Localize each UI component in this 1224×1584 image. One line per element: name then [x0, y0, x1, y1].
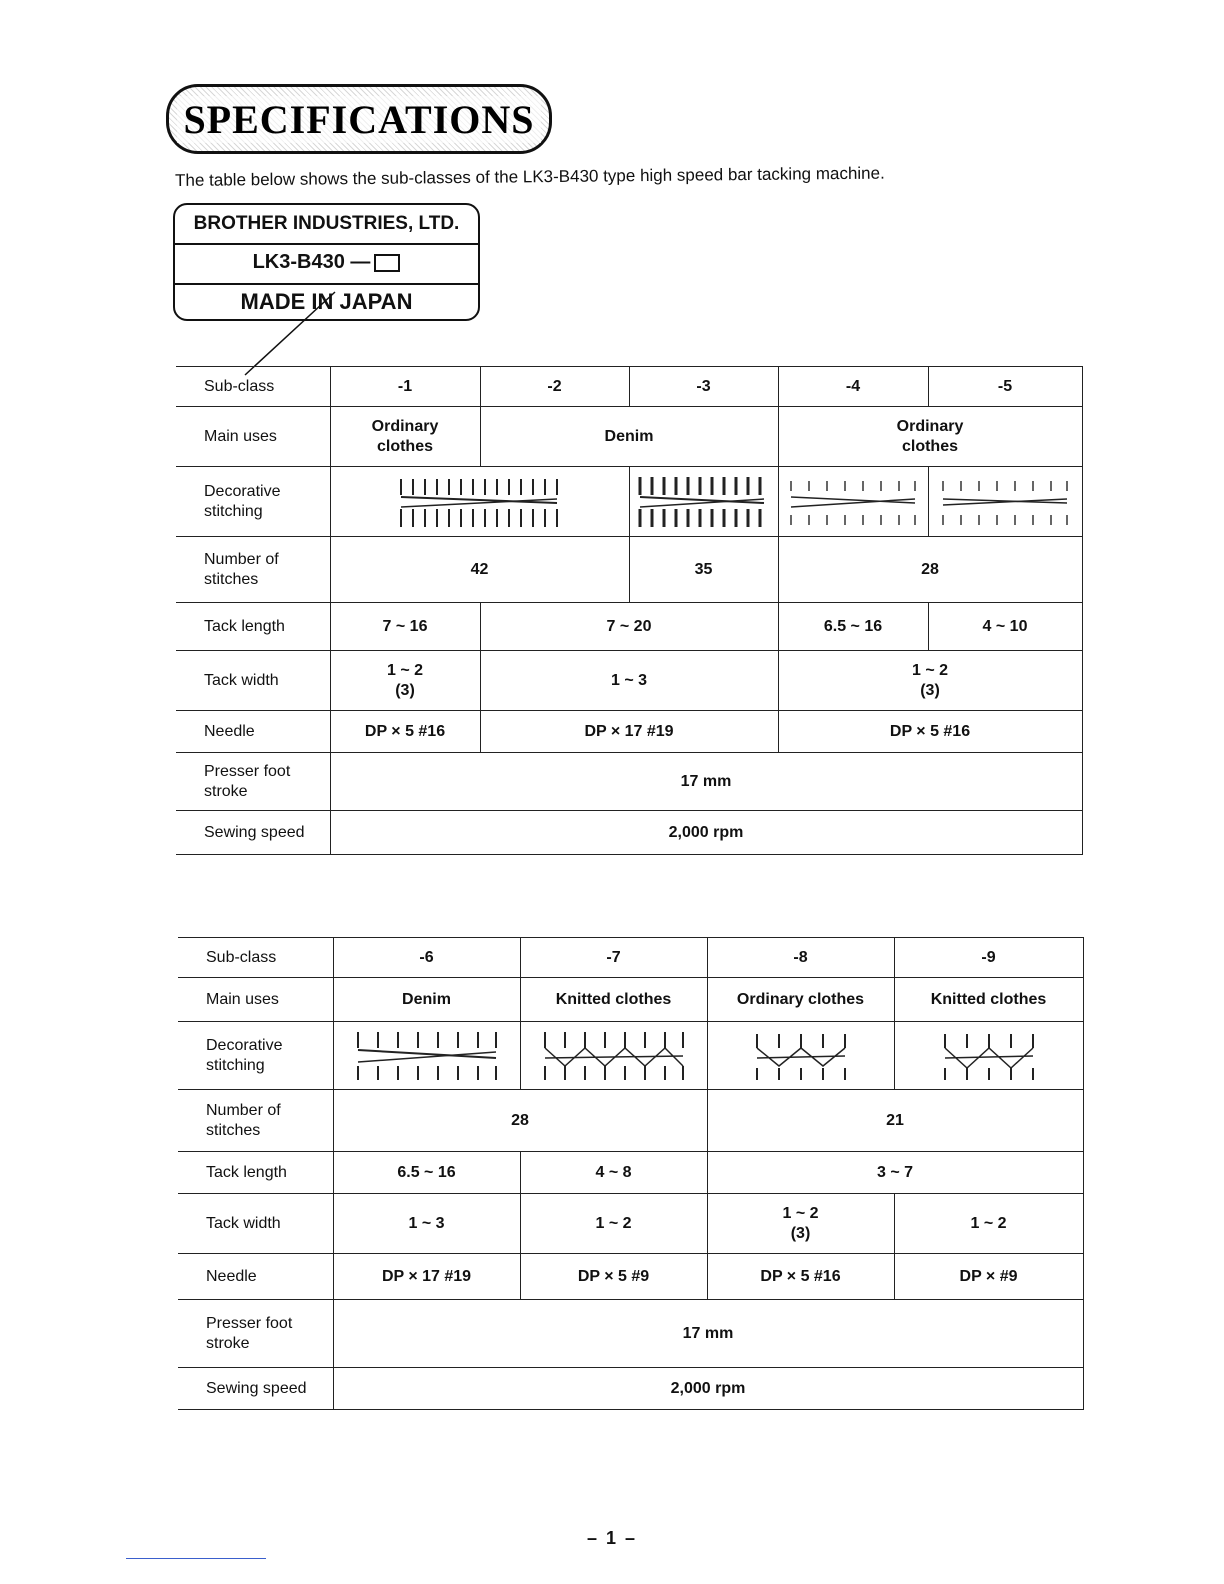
main-use-text: clothes — [376, 437, 433, 455]
row-label-needle: Needle — [178, 1254, 333, 1300]
main-use-cell: Denim — [333, 978, 520, 1022]
needle-cell: DP × 17 #19 — [333, 1254, 520, 1300]
row-label-tack-length: Tack length — [176, 603, 330, 651]
row-label-main-uses: Main uses — [178, 978, 333, 1022]
main-use-text: Ordinary — [896, 418, 964, 436]
stitch-count-cell: 35 — [629, 537, 778, 603]
table-row — [176, 603, 1082, 651]
tack-length-cell: 7 ~ 16 — [330, 603, 480, 651]
row-label-presser-foot-stroke — [176, 753, 330, 811]
tack-width-cell: 1 ~ 3 — [480, 651, 778, 711]
nameplate-divider — [175, 243, 478, 245]
row-label-decorative — [178, 1022, 333, 1090]
needle-cell: DP × 5 #16 — [707, 1254, 894, 1300]
subclass-1: -1 — [330, 367, 480, 407]
subclass-6: -6 — [333, 938, 520, 978]
page-title: SPECIFICATIONS — [177, 96, 540, 143]
main-use-text: Ordinary — [371, 418, 439, 436]
table-row — [178, 938, 1083, 978]
sewing-speed-cell: 2,000 rpm — [333, 1368, 1083, 1410]
table-row — [178, 1368, 1083, 1410]
stitch-pattern-cell — [520, 1022, 707, 1090]
table-row — [178, 1194, 1083, 1254]
table-row — [178, 1022, 1083, 1090]
tack-width-text: (3) — [395, 681, 415, 699]
subclass-3: -3 — [629, 367, 778, 407]
stitch-pattern-cell — [629, 467, 778, 537]
tack-length-cell: 6.5 ~ 16 — [778, 603, 928, 651]
tack-width-text: 1 ~ 2 — [782, 1205, 819, 1223]
tack-length-cell: 7 ~ 20 — [480, 603, 778, 651]
table-row — [178, 1300, 1083, 1368]
stitch-pattern-cell — [928, 467, 1082, 537]
tack-width-cell: 1 ~ 2 — [894, 1194, 1083, 1254]
tack-width-text: (3) — [920, 681, 940, 699]
stitch-pattern-cell — [778, 467, 928, 537]
nameplate-model-row — [175, 251, 478, 274]
label-text: Decorative — [204, 483, 281, 501]
table-row — [176, 537, 1082, 603]
table-row — [178, 1090, 1083, 1152]
row-label-tack-width: Tack width — [178, 1194, 333, 1254]
main-use-cell: Knitted clothes — [894, 978, 1083, 1022]
tack-length-cell: 6.5 ~ 16 — [333, 1152, 520, 1194]
subclass-7: -7 — [520, 938, 707, 978]
table-row — [176, 753, 1082, 811]
stitch-count-cell: 21 — [707, 1090, 1083, 1152]
label-text: Number of — [206, 1102, 281, 1120]
intro-text: The table below shows the sub-classes of the LK3-B430 type high speed bar tacking machine. — [175, 163, 885, 190]
subclass-8: -8 — [707, 938, 894, 978]
label-text: stitches — [206, 1121, 261, 1139]
label-text: Presser foot — [206, 1315, 293, 1333]
label-text: stroke — [206, 1334, 250, 1352]
stitch-pattern-ordinary-icon — [751, 1028, 851, 1084]
spec-table-1 — [176, 366, 1083, 855]
label-text: Decorative — [206, 1037, 283, 1055]
tack-width-cell — [330, 651, 480, 711]
stitch-pattern-cell — [333, 1022, 520, 1090]
subclass-5: -5 — [928, 367, 1082, 407]
label-text: Number of — [204, 551, 279, 569]
table-row — [178, 1152, 1083, 1194]
subclass-9: -9 — [894, 938, 1083, 978]
row-label-number-of-stitches — [176, 537, 330, 603]
subclass-box-icon — [374, 254, 400, 272]
needle-cell: DP × 5 #9 — [520, 1254, 707, 1300]
stitch-pattern-28-icon — [935, 473, 1075, 531]
stitch-pattern-knitted-icon — [539, 1028, 689, 1084]
row-label-needle: Needle — [176, 711, 330, 753]
presser-foot-stroke-cell: 17 mm — [333, 1300, 1083, 1368]
table-row — [176, 651, 1082, 711]
tack-width-text: (3) — [790, 1224, 811, 1242]
nameplate-divider — [175, 283, 478, 285]
tack-width-text: 1 ~ 2 — [911, 662, 949, 680]
footer-rule — [126, 1558, 266, 1559]
label-text: stitching — [206, 1056, 265, 1074]
row-label-sewing-speed: Sewing speed — [176, 811, 330, 855]
nameplate-company: BROTHER INDUSTRIES, LTD. — [193, 213, 460, 234]
needle-cell: DP × #9 — [894, 1254, 1083, 1300]
row-label-tack-width: Tack width — [176, 651, 330, 711]
stitch-pattern-cell — [707, 1022, 894, 1090]
tack-length-cell: 3 ~ 7 — [707, 1152, 1083, 1194]
page-number: – 1 – — [586, 1528, 638, 1548]
label-text: stroke — [204, 782, 248, 800]
row-label-main-uses: Main uses — [176, 407, 330, 467]
row-label-number-of-stitches — [178, 1090, 333, 1152]
table-row — [176, 811, 1082, 855]
main-use-cell: Denim — [480, 407, 778, 467]
row-label-decorative — [176, 467, 330, 537]
needle-cell: DP × 5 #16 — [330, 711, 480, 753]
subclass-2: -2 — [480, 367, 629, 407]
stitch-pattern-35-icon — [634, 473, 774, 531]
tack-width-cell — [707, 1194, 894, 1254]
stitch-count-cell: 28 — [778, 537, 1082, 603]
stitch-count-cell: 28 — [333, 1090, 707, 1152]
tack-width-cell: 1 ~ 2 — [520, 1194, 707, 1254]
subclass-4: -4 — [778, 367, 928, 407]
needle-cell: DP × 17 #19 — [480, 711, 778, 753]
table-row — [176, 367, 1082, 407]
needle-cell: DP × 5 #16 — [778, 711, 1082, 753]
main-use-cell — [778, 407, 1082, 467]
stitch-pattern-cell — [894, 1022, 1083, 1090]
specifications-title-badge — [166, 84, 552, 154]
nameplate-model: LK3-B430 — — [252, 251, 371, 273]
label-text: stitching — [204, 502, 263, 520]
tack-length-cell: 4 ~ 8 — [520, 1152, 707, 1194]
table-row — [178, 978, 1083, 1022]
main-use-cell: Knitted clothes — [520, 978, 707, 1022]
row-label-subclass: Sub-class — [176, 367, 330, 407]
spec-table-2 — [178, 937, 1084, 1410]
main-use-cell — [330, 407, 480, 467]
nameplate-origin: MADE IN JAPAN — [240, 289, 413, 314]
table-row — [176, 407, 1082, 467]
label-text: Presser foot — [204, 763, 291, 781]
label-text: stitches — [204, 570, 259, 588]
tack-width-cell: 1 ~ 3 — [333, 1194, 520, 1254]
stitch-pattern-denim-icon — [352, 1028, 502, 1084]
main-use-cell: Ordinary clothes — [707, 978, 894, 1022]
tack-length-cell: 4 ~ 10 — [928, 603, 1082, 651]
table-row — [176, 711, 1082, 753]
row-label-presser-foot-stroke — [178, 1300, 333, 1368]
stitch-pattern-cell — [330, 467, 629, 537]
stitch-pattern-42-icon — [395, 473, 565, 531]
main-use-text: clothes — [901, 437, 958, 455]
stitch-count-cell: 42 — [330, 537, 629, 603]
row-label-subclass: Sub-class — [178, 938, 333, 978]
table-row — [178, 1254, 1083, 1300]
stitch-pattern-knitted-icon — [939, 1028, 1039, 1084]
presser-foot-stroke-cell: 17 mm — [330, 753, 1082, 811]
stitch-pattern-28-icon — [783, 473, 923, 531]
tack-width-text: 1 ~ 2 — [386, 662, 424, 680]
row-label-tack-length: Tack length — [178, 1152, 333, 1194]
row-label-sewing-speed: Sewing speed — [178, 1368, 333, 1410]
tack-width-cell — [778, 651, 1082, 711]
table-row — [176, 467, 1082, 537]
sewing-speed-cell: 2,000 rpm — [330, 811, 1082, 855]
